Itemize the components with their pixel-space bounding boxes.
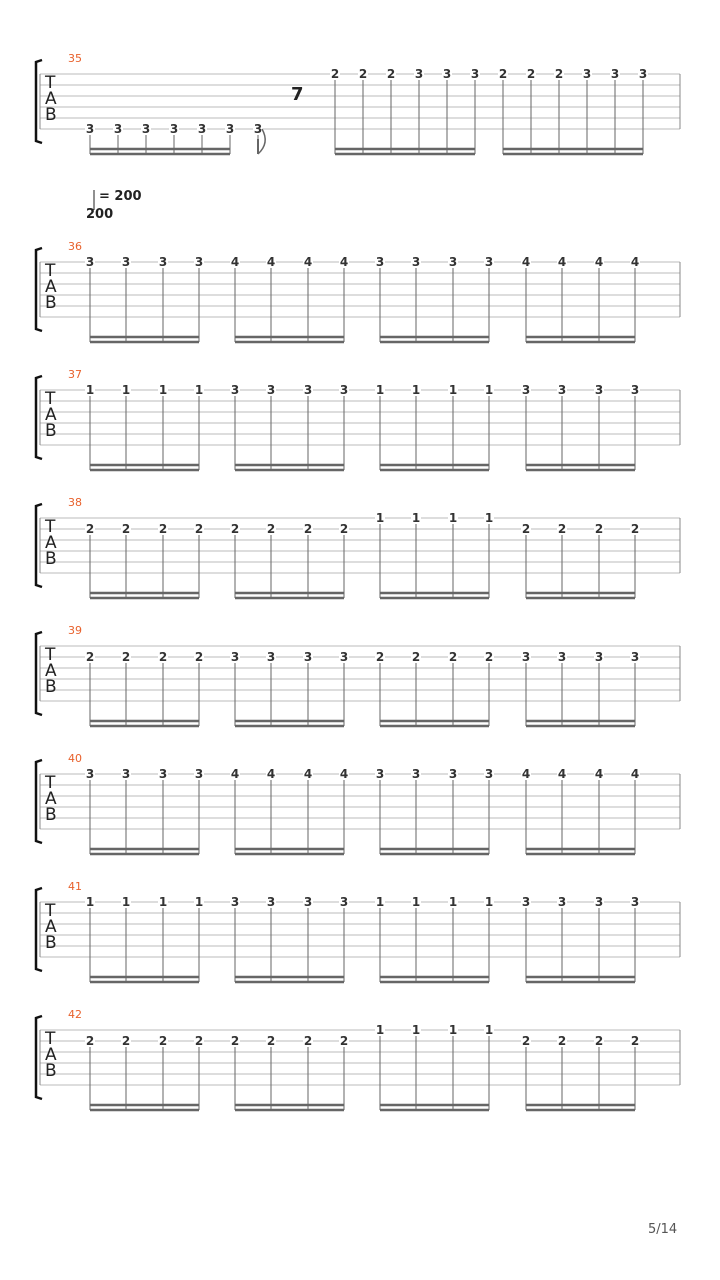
tab-clef-letter: T xyxy=(45,773,56,793)
fret-number: 3 xyxy=(557,895,567,909)
fret-number: 1 xyxy=(158,895,168,909)
fret-number: 3 xyxy=(303,383,313,397)
fret-number: 2 xyxy=(521,522,531,536)
fret-number: 3 xyxy=(442,67,452,81)
fret-number: 3 xyxy=(194,767,204,781)
fret-number: 3 xyxy=(339,383,349,397)
fret-number: 2 xyxy=(521,1034,531,1048)
fret-number: 2 xyxy=(554,67,564,81)
tab-clef-letter: A xyxy=(45,789,57,809)
fret-number: 4 xyxy=(594,767,604,781)
fret-number: 2 xyxy=(386,67,396,81)
measure-number: 36 xyxy=(68,240,82,253)
fret-number: 2 xyxy=(557,522,567,536)
fret-number: 3 xyxy=(225,122,235,136)
system-bracket xyxy=(36,888,42,971)
fret-number: 4 xyxy=(521,767,531,781)
fret-number: 3 xyxy=(230,383,240,397)
fret-number: 2 xyxy=(448,650,458,664)
measure-number: 37 xyxy=(68,368,82,381)
fret-number: 2 xyxy=(266,1034,276,1048)
fret-number: 2 xyxy=(230,522,240,536)
fret-number: 3 xyxy=(158,767,168,781)
fret-number: 1 xyxy=(85,895,95,909)
fret-number: 3 xyxy=(85,122,95,136)
fret-number: 2 xyxy=(121,522,131,536)
fret-number: 3 xyxy=(411,255,421,269)
fret-number: 1 xyxy=(411,895,421,909)
fret-number: 4 xyxy=(557,767,567,781)
tab-clef-letter: T xyxy=(45,389,56,409)
fret-number: 1 xyxy=(484,383,494,397)
fret-number: 3 xyxy=(470,67,480,81)
fret-number: 4 xyxy=(303,767,313,781)
fret-number: 1 xyxy=(448,895,458,909)
fret-number: 2 xyxy=(330,67,340,81)
fret-number: 3 xyxy=(557,383,567,397)
tempo-value: 200 xyxy=(86,207,114,222)
system-bracket xyxy=(36,60,42,143)
fret-number: 3 xyxy=(339,895,349,909)
fret-number: 3 xyxy=(448,767,458,781)
fret-number: 1 xyxy=(484,511,494,525)
fret-number: 3 xyxy=(113,122,123,136)
tempo-marking: = 200 xyxy=(99,189,142,204)
fret-number: 3 xyxy=(266,650,276,664)
fret-number: 3 xyxy=(411,767,421,781)
fret-number: 2 xyxy=(339,1034,349,1048)
fret-number: 2 xyxy=(339,522,349,536)
fret-number: 1 xyxy=(375,383,385,397)
fret-number: 1 xyxy=(411,511,421,525)
measure-number: 39 xyxy=(68,624,82,637)
fret-number: 3 xyxy=(339,650,349,664)
fret-number: 3 xyxy=(638,67,648,81)
fret-number: 3 xyxy=(158,255,168,269)
fret-number: 1 xyxy=(375,1023,385,1037)
fret-number: 2 xyxy=(303,522,313,536)
fret-number: 1 xyxy=(448,1023,458,1037)
fret-number: 4 xyxy=(557,255,567,269)
fret-number: 3 xyxy=(521,650,531,664)
tab-clef-letter: B xyxy=(45,933,57,953)
fret-number: 3 xyxy=(484,255,494,269)
fret-number: 1 xyxy=(158,383,168,397)
fret-number: 3 xyxy=(594,383,604,397)
fret-number: 3 xyxy=(630,650,640,664)
fret-number: 3 xyxy=(230,650,240,664)
fret-number: 3 xyxy=(557,650,567,664)
fret-number: 2 xyxy=(266,522,276,536)
fret-number: 1 xyxy=(121,383,131,397)
fret-number: 3 xyxy=(85,255,95,269)
fret-number: 2 xyxy=(158,650,168,664)
system-bracket xyxy=(36,760,42,843)
fret-number: 3 xyxy=(594,650,604,664)
fret-number: 4 xyxy=(521,255,531,269)
fret-number: 2 xyxy=(85,522,95,536)
fret-number: 3 xyxy=(253,122,263,136)
fret-number: 3 xyxy=(630,383,640,397)
measure-number: 40 xyxy=(68,752,82,765)
fret-number: 3 xyxy=(375,767,385,781)
fret-number: 1 xyxy=(448,511,458,525)
fret-number: 2 xyxy=(194,1034,204,1048)
fret-number: 3 xyxy=(303,895,313,909)
fret-number: 2 xyxy=(411,650,421,664)
fret-number: 2 xyxy=(121,1034,131,1048)
fret-number: 1 xyxy=(448,383,458,397)
measure-number: 38 xyxy=(68,496,82,509)
fret-number: 4 xyxy=(230,255,240,269)
fret-number: 4 xyxy=(339,767,349,781)
fret-number: 4 xyxy=(230,767,240,781)
fret-number: 3 xyxy=(414,67,424,81)
system-bracket xyxy=(36,376,42,459)
page-number: 5/14 xyxy=(648,1222,678,1237)
fret-number: 3 xyxy=(521,895,531,909)
tab-clef-letter: T xyxy=(45,261,56,281)
tab-clef-letter: B xyxy=(45,805,57,825)
fret-number: 1 xyxy=(375,895,385,909)
tab-clef-letter: T xyxy=(45,901,56,921)
fret-number: 2 xyxy=(498,67,508,81)
fret-number: 4 xyxy=(630,767,640,781)
fret-number: 2 xyxy=(630,1034,640,1048)
fret-number: 2 xyxy=(303,1034,313,1048)
tab-clef-letter: A xyxy=(45,89,57,109)
fret-number: 3 xyxy=(594,895,604,909)
tab-clef-letter: B xyxy=(45,549,57,569)
fret-number: 1 xyxy=(375,511,385,525)
fret-number: 3 xyxy=(448,255,458,269)
fret-number: 4 xyxy=(630,255,640,269)
fret-number: 2 xyxy=(194,650,204,664)
fret-number: 3 xyxy=(169,122,179,136)
fret-number: 1 xyxy=(484,1023,494,1037)
tab-clef-letter: B xyxy=(45,105,57,125)
fret-number: 3 xyxy=(582,67,592,81)
measure-number: 35 xyxy=(68,52,82,65)
tab-clef-letter: B xyxy=(45,677,57,697)
measure-number: 41 xyxy=(68,880,82,893)
tab-clef-letter: A xyxy=(45,277,57,297)
tab-clef-letter: A xyxy=(45,405,57,425)
fret-number: 2 xyxy=(158,1034,168,1048)
system-bracket xyxy=(36,1016,42,1099)
fret-number: 2 xyxy=(557,1034,567,1048)
fret-number: 3 xyxy=(121,255,131,269)
fret-number: 3 xyxy=(141,122,151,136)
fret-number: 4 xyxy=(266,255,276,269)
system-bracket xyxy=(36,504,42,587)
fret-number: 4 xyxy=(594,255,604,269)
tab-clef-letter: B xyxy=(45,1061,57,1081)
fret-number: 3 xyxy=(266,383,276,397)
eighth-rest-icon: 7 xyxy=(291,84,304,105)
fret-number: 3 xyxy=(197,122,207,136)
fret-number: 2 xyxy=(358,67,368,81)
fret-number: 2 xyxy=(121,650,131,664)
fret-number: 1 xyxy=(411,1023,421,1037)
fret-number: 3 xyxy=(630,895,640,909)
tab-clef-letter: T xyxy=(45,73,56,93)
measure-number: 42 xyxy=(68,1008,82,1021)
system-bracket xyxy=(36,248,42,331)
tab-clef-letter: T xyxy=(45,1029,56,1049)
tab-clef-letter: B xyxy=(45,293,57,313)
fret-number: 3 xyxy=(521,383,531,397)
fret-number: 2 xyxy=(630,522,640,536)
fret-number: 1 xyxy=(411,383,421,397)
tab-clef-letter: A xyxy=(45,1045,57,1065)
tab-clef-letter: T xyxy=(45,645,56,665)
fret-number: 2 xyxy=(194,522,204,536)
tab-clef-letter: A xyxy=(45,661,57,681)
fret-number: 2 xyxy=(230,1034,240,1048)
fret-number: 3 xyxy=(194,255,204,269)
fret-number: 3 xyxy=(85,767,95,781)
tab-clef-letter: B xyxy=(45,421,57,441)
fret-number: 2 xyxy=(594,522,604,536)
fret-number: 3 xyxy=(121,767,131,781)
fret-number: 2 xyxy=(85,650,95,664)
fret-number: 3 xyxy=(484,767,494,781)
fret-number: 3 xyxy=(266,895,276,909)
fret-number: 1 xyxy=(85,383,95,397)
fret-number: 1 xyxy=(484,895,494,909)
tab-clef-letter: A xyxy=(45,917,57,937)
fret-number: 3 xyxy=(230,895,240,909)
fret-number: 2 xyxy=(484,650,494,664)
quarter-note-icon xyxy=(90,190,100,220)
tab-clef-letter: T xyxy=(45,517,56,537)
fret-number: 2 xyxy=(526,67,536,81)
fret-number: 2 xyxy=(158,522,168,536)
fret-number: 2 xyxy=(85,1034,95,1048)
fret-number: 1 xyxy=(194,895,204,909)
fret-number: 3 xyxy=(610,67,620,81)
fret-number: 1 xyxy=(194,383,204,397)
fret-number: 1 xyxy=(121,895,131,909)
fret-number: 3 xyxy=(303,650,313,664)
fret-number: 3 xyxy=(375,255,385,269)
fret-number: 4 xyxy=(339,255,349,269)
fret-number: 4 xyxy=(303,255,313,269)
fret-number: 4 xyxy=(266,767,276,781)
system-bracket xyxy=(36,632,42,715)
fret-number: 2 xyxy=(375,650,385,664)
fret-number: 2 xyxy=(594,1034,604,1048)
tab-clef-letter: A xyxy=(45,533,57,553)
